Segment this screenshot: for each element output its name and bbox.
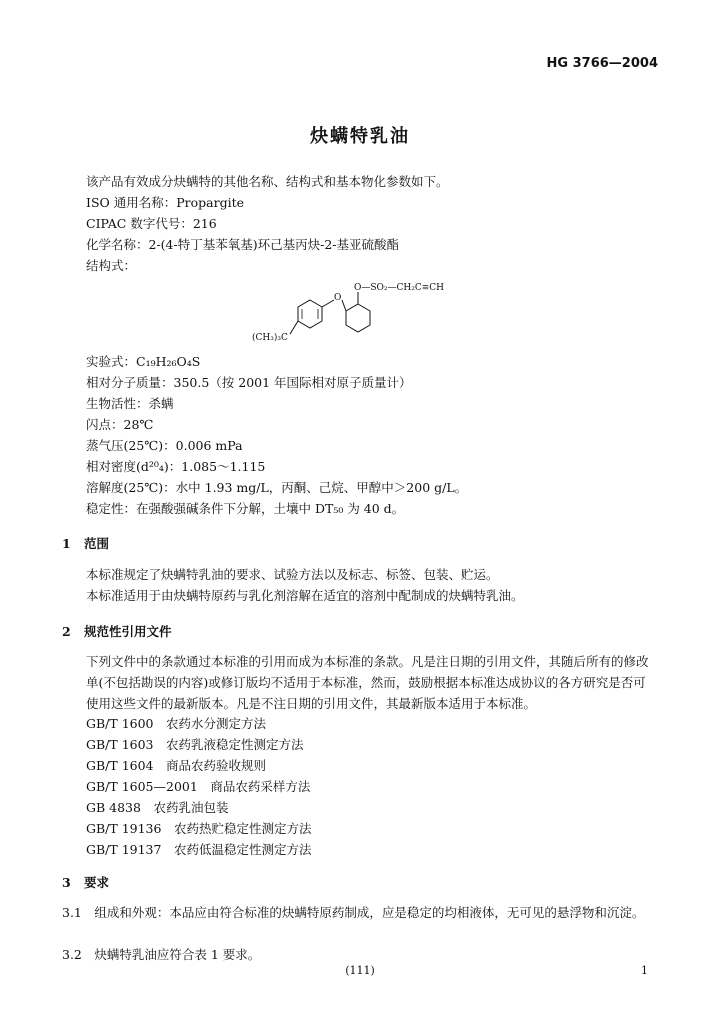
reference-item: GB 4838 农药乳油包装 bbox=[86, 800, 229, 815]
solubility: 溶解度(25℃)：水中 1.93 mg/L，丙酮、己烷、甲醇中＞200 g/L。 bbox=[86, 480, 468, 495]
clause-3-1: 3.1 组成和外观：本品应由符合标准的炔螨特原药制成，应是稳定的均相液体，无可见的悬浮物和沉淀。 bbox=[62, 905, 645, 920]
stability: 稳定性：在强酸强碱条件下分解，土壤中 DT₅₀ 为 40 d。 bbox=[86, 501, 405, 516]
chemical-name: 化学名称：2-(4-特丁基苯氧基)环己基丙炔-2-基亚硫酸酯 bbox=[86, 237, 400, 252]
scope-paragraph-2: 本标准适用于由炔螨特原药与乳化剂溶解在适宜的溶剂中配制成的炔螨特乳油。 bbox=[86, 588, 524, 603]
section-number: 3 bbox=[62, 875, 71, 890]
structure-label: 结构式： bbox=[86, 258, 137, 273]
section-title: 要求 bbox=[84, 875, 110, 890]
cyclohexane-ring bbox=[346, 304, 370, 332]
page-number: 1 bbox=[641, 964, 648, 977]
section-1-heading bbox=[62, 534, 109, 552]
clause-3-2: 3.2 炔螨特乳油应符合表 1 要求。 bbox=[62, 947, 261, 962]
reference-item: GB/T 19137 农药低温稳定性测定方法 bbox=[86, 842, 312, 857]
tert-butyl-group: (CH₃)₃C bbox=[252, 333, 288, 343]
section-title: 范围 bbox=[84, 536, 110, 551]
standard-code: HG 3766—2004 bbox=[546, 56, 658, 71]
bioactivity: 生物活性：杀螨 bbox=[86, 396, 174, 411]
reference-item: GB/T 1603 农药乳液稳定性测定方法 bbox=[86, 737, 304, 752]
relative-density: 相对密度(d²⁰₄)：1.085～1.115 bbox=[86, 459, 266, 474]
paragraph-text: 下列文件中的条款通过本标准的引用而成为本标准的条款。凡是注日期的引用文件，其随后所有的修改单(不包括勘误的内容)或修订版均不适用于本标准，然而，鼓励根据本标准达成协议的各方研究是否可使用这些文件的最新版本。凡是不注日期的引用文件，其最新版本适用于本标准。 bbox=[86, 654, 649, 711]
section-title: 规范性引用文件 bbox=[84, 624, 172, 639]
molecular-mass: 相对分子质量：350.5（按 2001 年国际相对原子质量计） bbox=[86, 375, 412, 390]
iso-name: ISO 通用名称：Propargite bbox=[86, 195, 244, 210]
footer-serial: (111) bbox=[345, 964, 375, 977]
section-3-heading bbox=[62, 873, 109, 891]
reference-item: GB/T 1604 商品农药验收规则 bbox=[86, 758, 267, 773]
reference-item: GB/T 1605—2001 商品农药采样方法 bbox=[86, 779, 311, 794]
normative-references-paragraph bbox=[62, 651, 658, 714]
reference-item: GB/T 19136 农药热贮稳定性测定方法 bbox=[86, 821, 312, 836]
cipac-code: CIPAC 数字代号：216 bbox=[86, 216, 217, 231]
vapor-pressure: 蒸气压(25℃)：0.006 mPa bbox=[86, 438, 243, 453]
intro-lead: 该产品有效成分炔螨特的其他名称、结构式和基本物化参数如下。 bbox=[86, 174, 449, 189]
document-title: 炔螨特乳油 bbox=[310, 126, 410, 147]
scope-paragraph-1: 本标准规定了炔螨特乳油的要求、试验方法以及标志、标签、包装、贮运。 bbox=[86, 567, 499, 582]
reference-item: GB/T 1600 农药水分测定方法 bbox=[86, 716, 267, 731]
flash-point: 闪点：28℃ bbox=[86, 417, 154, 432]
section-number: 1 bbox=[62, 536, 71, 551]
section-number: 2 bbox=[62, 624, 71, 639]
empirical-formula: 实验式：C₁₉H₂₆O₄S bbox=[86, 354, 201, 369]
structural-formula bbox=[250, 278, 490, 346]
sulfite-chain: O—SO₂—CH₂C≡CH bbox=[354, 283, 445, 293]
section-2-heading bbox=[62, 622, 172, 640]
ether-oxygen: O bbox=[334, 293, 342, 303]
